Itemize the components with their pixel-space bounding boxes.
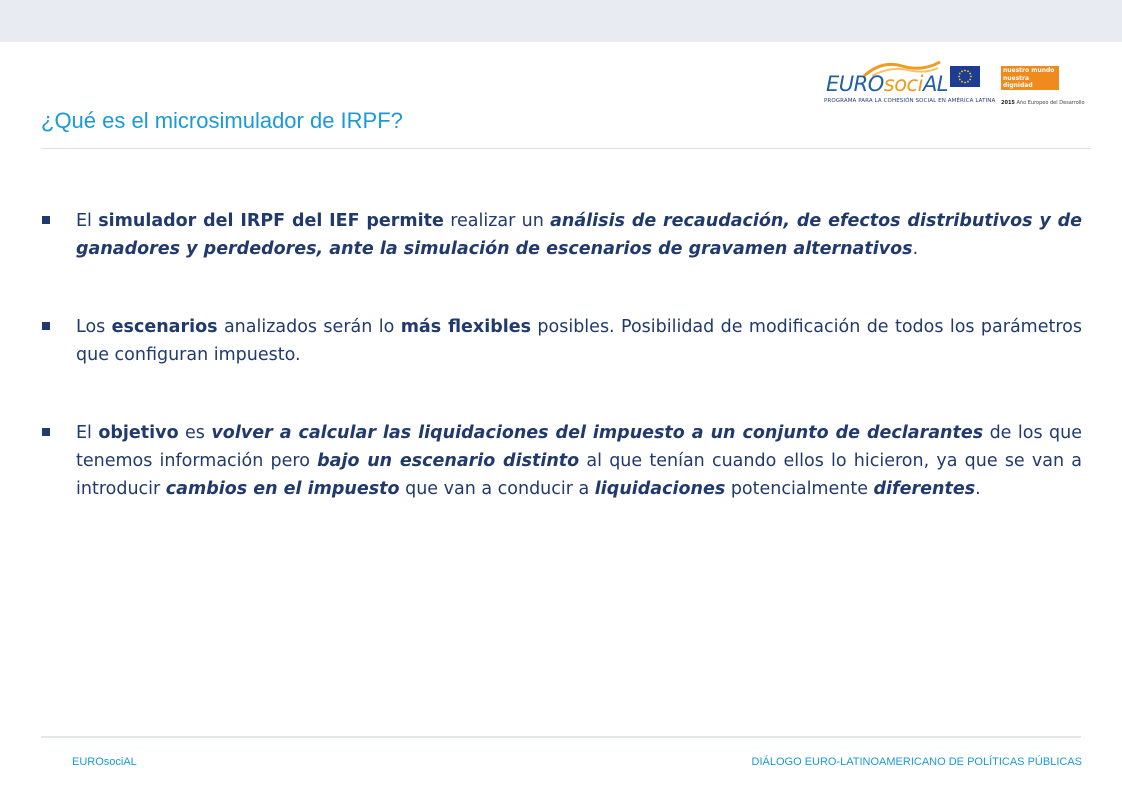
- top-band: [0, 0, 1122, 42]
- text-run: El: [76, 423, 99, 443]
- text-run: .: [975, 479, 981, 499]
- campaign-line: nuestra dignidad: [1003, 74, 1033, 90]
- bullet-text: [76, 211, 1082, 259]
- text-run: más flexibles: [400, 317, 532, 337]
- square-bullet-icon: [42, 322, 50, 330]
- campaign-line: nuestro mundo: [1003, 67, 1055, 74]
- european-year-development-logo: [1001, 66, 1085, 108]
- text-run: Los: [76, 317, 112, 337]
- text-run: posibles. Posibilidad de modificación de todos los parámetros que configuran impuesto.: [76, 317, 1082, 365]
- square-bullet-icon: [42, 216, 50, 224]
- text-run: diferentes: [873, 479, 976, 499]
- title-divider: [41, 148, 1091, 149]
- text-run: análisis de recaudación, de efectos distributivos y de ganadores y perdedores, ante la simulación de escenarios de gravamen alternativos: [76, 211, 1083, 259]
- text-run: potencialmente: [725, 479, 874, 499]
- text-run: de los que tenemos información pero: [76, 423, 1082, 471]
- text-run: es: [178, 423, 212, 443]
- text-run: bajo un escenario distinto: [317, 451, 580, 471]
- text-run: analizados serán lo: [217, 317, 401, 337]
- text-run: al que tenían cuando ellos lo hicieron, ya que se van a introducir: [76, 451, 1082, 499]
- slide-title: ¿Qué es el microsimulador de IRPF?: [41, 108, 403, 133]
- text-run: que van a conducir a: [399, 479, 595, 499]
- square-bullet-icon: [42, 428, 50, 436]
- text-run: objetivo: [98, 423, 179, 443]
- bullet-list: [40, 207, 1082, 503]
- eurosocial-wordmark: EUROsociAL: [826, 72, 949, 96]
- bullet-item: [40, 419, 1082, 503]
- text-run: liquidaciones: [594, 479, 726, 499]
- campaign-box: [1001, 66, 1059, 97]
- text-run: cambios en el impuesto: [165, 479, 400, 499]
- bullet-text: [76, 423, 1082, 499]
- text-run: volver a calcular las liquidaciones del impuesto a un conjunto de declarantes: [211, 423, 984, 443]
- text-run: simulador del IRPF del IEF permite: [98, 211, 444, 231]
- footer-divider: [41, 736, 1081, 738]
- text-run: realizar un: [443, 211, 551, 231]
- eu-flag-icon: [950, 66, 980, 87]
- text-run: El: [76, 211, 99, 231]
- bullet-item: [40, 313, 1082, 369]
- eurosocial-subtitle: PROGRAMA PARA LA COHESIÓN SOCIAL EN AMÉRICA LATINA: [824, 98, 996, 104]
- bullet-item: [40, 207, 1082, 263]
- campaign-line: nuestro futuro: [1003, 89, 1053, 97]
- footer-brand: EUROsociAL: [72, 756, 137, 768]
- text-run: .: [912, 239, 919, 259]
- footer-tagline: DIÁLOGO EURO-LATINOAMERICANO DE POLÍTICAS PÚBLICAS: [751, 756, 1082, 768]
- bullet-text: [76, 317, 1082, 365]
- text-run: escenarios: [111, 317, 218, 337]
- campaign-year: 2015 Año Europeo del Desarrollo: [1001, 100, 1085, 106]
